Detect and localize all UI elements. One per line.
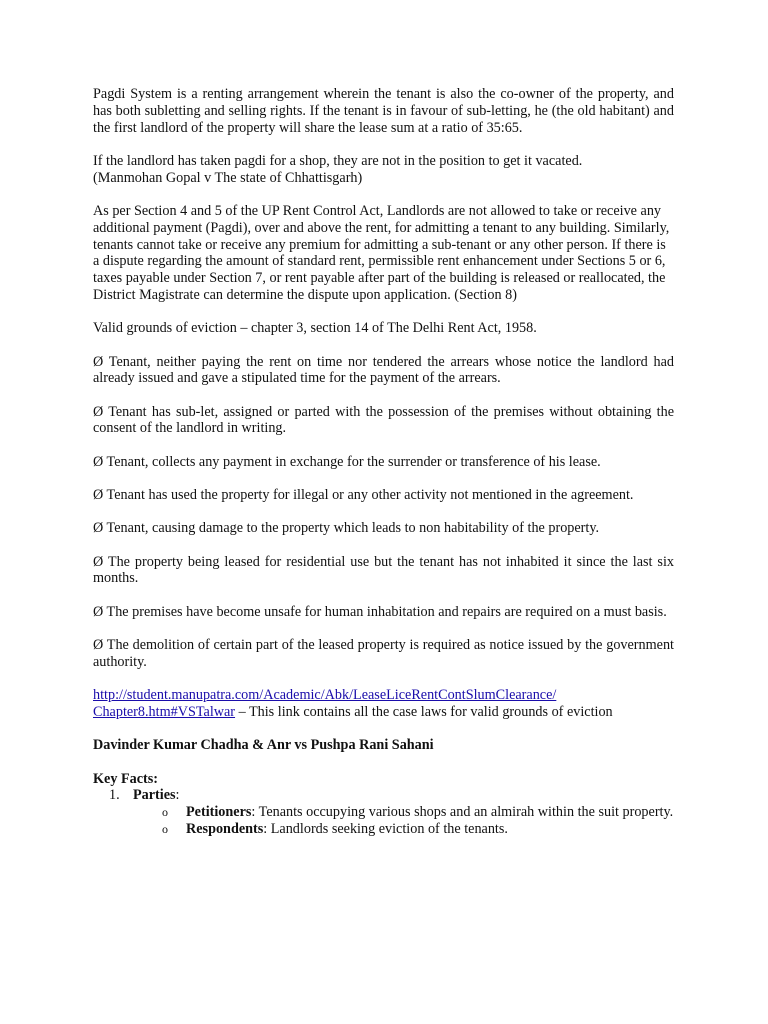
list-number: 1. [109,787,120,804]
ground-item: Ø Tenant has used the property for illegal or any other activity not mentioned in the agreement. [93,487,634,504]
key-facts-section [93,771,674,838]
link-description: – This link contains all the case laws for valid grounds of eviction [235,703,613,720]
respondents-text: : Landlords seeking eviction of the tenants. [263,820,508,837]
petitioners-label: Petitioners [186,804,252,821]
pagdi-system-paragraph: Pagdi System is a renting arrangement wherein the tenant is also the co-owner of the property, and has both subletting and selling rights. If the tenant is in favour of sub-letting, he (the old habitant) and the first landlord of the property will share the lease sum at a ratio of 35:65. [93,86,674,136]
ground-item: Ø The premises have become unsafe for human inhabitation and repairs are required on a must basis. [93,603,667,620]
case-title: Davinder Kumar Chadha & Anr vs Pushpa Rani Sahani [93,737,434,754]
ground-item: Ø Tenant, collects any payment in exchange for the surrender or transference of his lease. [93,453,601,470]
ground-item: Ø Tenant has sub-let, assigned or parted with the possession of the premises without obtaining the consent of the landlord in writing. [93,403,674,437]
link-line-2: Chapter8.htm#VSTalwar [93,703,236,720]
list-item [162,820,674,838]
petitioners-text: : Tenants occupying various shops and an almirah within the suit property. [251,804,674,821]
respondents-label: Respondents [186,820,264,837]
ground-item: Ø Tenant, causing damage to the property which leads to non habitability of the property. [93,520,600,537]
link-line-1: http://student.manupatra.com/Academic/Abk/LeaseLiceRentContSlumClearance/ [93,687,557,704]
key-facts-title: Key Facts: [93,770,159,787]
pagdi-shop-paragraph [93,153,674,187]
list-item [109,787,674,837]
eviction-grounds-intro: Valid grounds of eviction – chapter 3, section 14 of The Delhi Rent Act, 1958. [93,320,537,337]
parties-sublist [133,804,674,838]
ground-item: Ø The property being leased for residential use but the tenant has not inhabited it since the last six months. [93,553,674,587]
key-facts-list [93,787,674,837]
pagdi-shop-text: If the landlord has taken pagdi for a shop, they are not in the position to get it vacated. [93,152,583,169]
circle-bullet-icon: o [162,805,168,820]
case-citation: (Manmohan Gopal v The state of Chhattisgarh) [93,169,363,186]
parties-label: Parties [133,787,176,804]
up-rent-act-paragraph: As per Section 4 and 5 of the UP Rent Control Act, Landlords are not allowed to take or receive any additional payment (Pagdi), over and above the rent, for admitting a tenant to any building. Similarly, tenants cannot take or receive any premium for admitting a sub-tenant or any other person. If there is a dispute regarding the amount of standard rent, permissible rent enhancement under Sections 5 or 6, taxes payable under Section 7, or rent payable after part of the building is released or reallocated, the District Magistrate can determine the dispute upon application. (Section 8) [93,202,670,303]
list-item [162,804,674,821]
ground-item: Ø The demolition of certain part of the leased property is required as notice issued by the government authority. [93,637,674,670]
case-law-link-paragraph [93,687,674,721]
parties-colon: : [175,787,180,804]
ground-item: Ø Tenant, neither paying the rent on time nor tendered the arrears whose notice the landlord had already issued and gave a stipulated time for the payment of the arrears. [93,353,674,387]
circle-bullet-icon: o [162,821,168,836]
document-page [93,86,674,838]
